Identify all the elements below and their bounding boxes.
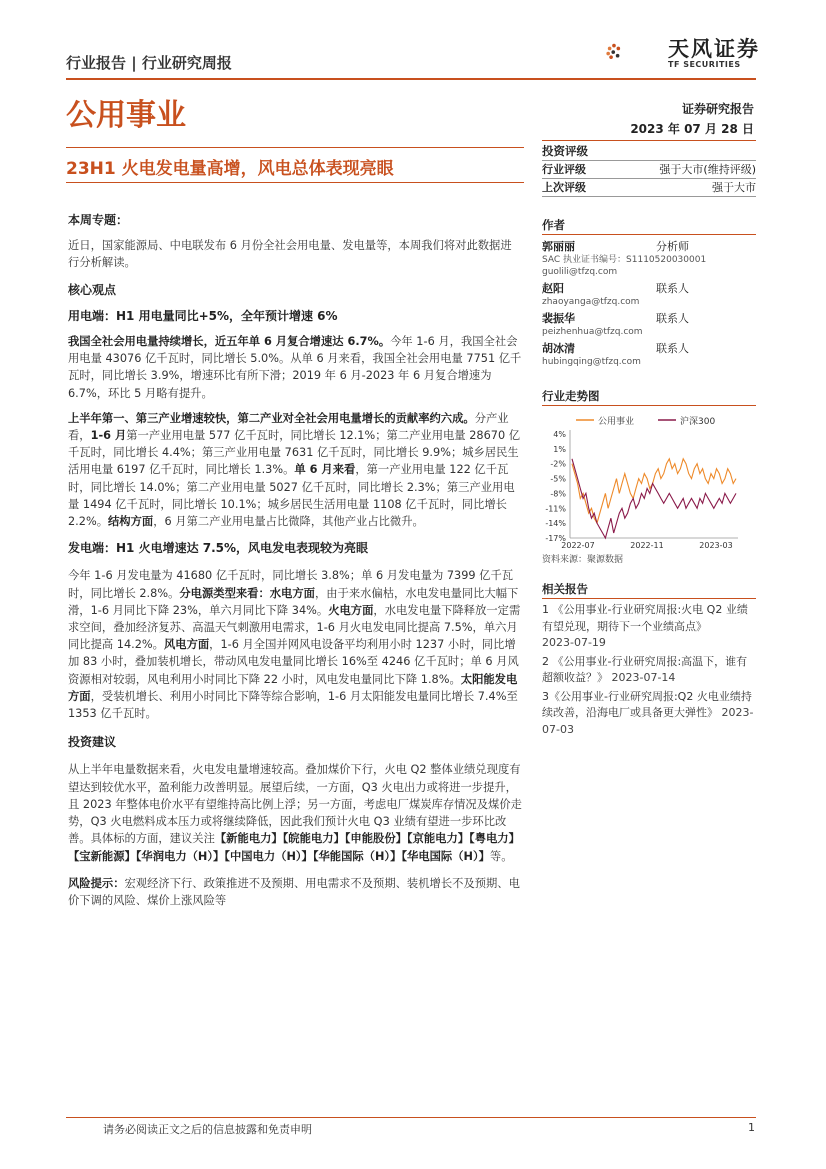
y-tick-label: 4% [553,430,566,439]
rating-heading: 投资评级 [542,144,588,158]
paragraph-risk [68,875,522,909]
trend-chart [542,410,756,550]
author-role: 联系人 [656,342,689,355]
author-name: 胡冰清 [542,342,575,355]
p3-f: 风电方面 [163,638,210,652]
p2-a: 分产业看， [68,411,509,443]
divider [542,196,756,197]
related-date: 2023-07-14 [611,671,676,684]
invest-heading: 投资建议 [68,735,117,750]
y-tick-label: -5% [550,474,566,484]
trend-heading: 行业走势图 [542,389,600,403]
author-email[interactable]: hubingqing@tfzq.com [542,357,641,367]
y-tick-label: -11% [545,504,566,514]
logo-english: TF SECURITIES [668,60,741,69]
y-tick-label: -8% [550,489,566,499]
use-heading: 用电端：H1 用电量同比+5%，全年预计增速 6% [68,308,338,323]
p3-a: 今年 1-6 月发电量为 41680 亿千瓦时，同比增长 3.8%；单 6 月发电量为 7399 亿千瓦时，同比增长 2.8%。 [68,569,514,600]
rating-row [542,161,756,178]
p2-c: 第一产业用电量 577 亿千瓦时，同比增长 12.1%；第二产业用电量 28670 亿千瓦时，同比增长 4.4%；第三产业用电量 7631 亿千瓦时，同比增长 9.9%；城乡居民生活用电量 6197 亿千瓦时，同比增长 1.3%。 [68,429,521,477]
author-heading: 作者 [542,218,565,232]
author-entry [542,341,756,368]
chart-source: 资料来源：聚源数据 [542,555,624,565]
paragraph-industries [68,410,522,530]
gen-heading: 发电端：H1 火电增速达 7.5%，风电发电表现较为亮眼 [68,541,369,556]
p3-e: ，水电发电量下降释放一定需求空间，叠加经济复苏、高温天气刺激用电需求，1-6 月火电发电同比提高 7.5%，单六月同比提高 14.2%。 [68,603,521,652]
p1-text: 今年 1-6 月，我国全社会用电量 43076 亿千瓦时，同比增长 5.0%。从单 6 月来看，我国全社会用电量 7751 亿千瓦时，同比增长 3.9%，增速环比有所下滑；2019 年 6 月-2023 年 6 月复合增速为 6.7%，环比 5 月略有提升。 [68,335,522,400]
report-date: 2023 年 07 月 28 日 [630,122,754,136]
paragraph-generation [68,567,522,722]
header-rule [66,78,756,80]
p4-stocks: 【新能电力】【皖能电力】【申能股份】【京能电力】【粤电力】【宝新能源】【华润电力（H）】【中国电力（H）】【华能国际（H）】【华电国际（H）】 [68,832,520,863]
x-tick-label: 2023-03 [699,541,733,550]
sidebar [542,140,756,738]
prev-rating-label: 上次评级 [542,181,586,194]
title-rule-bottom [66,182,524,183]
y-tick-label: -14% [545,519,566,529]
author-email[interactable]: zhaoyanga@tfzq.com [542,297,640,307]
report-title: 23H1 火电发电量高增，风电总体表现亮眼 [66,159,394,179]
p4-c: 等。 [489,849,513,863]
related-title[interactable]: 2 《公用事业-行业研究周报:高温下，谁有超额收益？》 [542,654,748,684]
rating-label: 行业评级 [542,163,586,176]
p3-h: 太阳能发电方面 [68,672,518,703]
topic-text: 近日，国家能源局、中电联发布 6 月份全社会用电量、发电量等，本周我们将对此数据进行分析解读。 [68,239,512,270]
legend-label: 沪深300 [680,417,716,427]
author-email[interactable]: guolili@tfzq.com [542,267,618,277]
prev-rating-value: 强于大市 [712,181,756,194]
sidebar-rule [542,405,756,406]
paragraph-invest [68,761,522,864]
related-heading: 相关报告 [542,582,588,596]
series-line-utility [572,459,736,523]
prev-rating-row [542,179,756,196]
x-tick-label: 2022-11 [630,541,664,550]
title-rule-top [66,147,524,148]
related-item[interactable] [542,602,756,652]
footer-rule [66,1117,756,1118]
x-tick-label: 2022-07 [561,541,595,550]
related-date: 2023-07-03 [542,706,754,736]
author-name: 赵阳 [542,282,564,295]
footer-disclaimer[interactable]: 请务必阅读正文之后的信息披露和免责申明 [103,1123,312,1136]
y-tick-label: 1% [553,444,566,454]
author-role: 联系人 [656,282,689,295]
author-email[interactable]: peizhenhua@tfzq.com [542,327,643,337]
related-date: 2023-07-19 [542,636,606,649]
page-number: 1 [748,1121,755,1134]
logo-name: 天风证券 [668,37,760,61]
p1-lead: 我国全社会用电量持续增长，近五年单 6 月复合增速达 6.7%。 [68,335,391,349]
author-name: 郭丽丽 [542,240,575,253]
p2-b: 1-6 月 [90,429,127,443]
core-heading: 核心观点 [68,282,117,297]
author-cert: SAC 执业证书编号：S1110520030001 [542,255,707,265]
sidebar-rule [542,140,756,141]
report-category: 行业报告 | 行业研究周报 [66,54,232,72]
p3-g: ，1-6 月全国并网风电设备平均利用小时 1237 小时，同比增加 83 小时，叠加装机增长，带动风电发电量同比增长 16%至 4246 亿千瓦时；单 6 月风资源相对较弱，风电利用小时同比下降 22 小时，风电发电量同比下降 1.8%。 [68,638,519,686]
related-item[interactable] [542,689,756,739]
sidebar-rule [542,598,756,599]
report-type: 证券研究报告 [681,102,754,116]
rating-value: 强于大市(维持评级) [659,163,756,176]
p3-i: ，受装机增长、利用小时同比下降等综合影响，1-6 月太阳能发电量同比增长 7.4%至 1353 亿千瓦时。 [68,689,518,721]
company-logo [606,26,664,76]
sector-title: 公用事业 [66,98,186,133]
p3-d: 火电方面 [328,603,374,617]
topic-heading: 本周专题： [68,213,129,227]
paragraph-usage [68,333,522,402]
risk-label: 风险提示： [68,876,125,890]
p2-d: 单 6 月来看 [294,463,356,477]
related-item[interactable] [542,654,756,687]
y-tick-label: -2% [550,459,566,469]
p2-f: 结构方面 [108,515,154,529]
p2-g: ，6 月第二产业用电量占比微降，其他产业占比微升。 [153,515,424,529]
series-line-hs300 [572,459,736,538]
sidebar-rule [542,234,756,235]
p2-lead: 上半年第一、第三产业增速较快，第二产业对全社会用电量增长的贡献率约六成。 [68,411,475,425]
p3-c: ，由于来水偏枯，水电发电量同比大幅下滑，1-6 月同比下降 23%，单六月同比下降 34%。 [68,586,519,617]
author-entry [542,311,756,338]
p3-b: 分电源类型来看：水电方面 [179,586,315,600]
y-tick-label: -17% [545,534,566,543]
legend-label: 公用事业 [598,417,635,427]
author-role: 分析师 [656,240,689,253]
related-title[interactable]: 3《公用事业-行业研究周报:Q2 火电业绩持续改善，沿海电厂或具备更大弹性》 [542,689,752,719]
risk-text: 宏观经济下行、政策推进不及预期、用电需求不及预期、装机增长不及预期、电价下调的风险、煤价上涨风险等 [68,876,520,907]
p2-e: ，第一产业用电量 122 亿千瓦时，同比增长 14.0%；第二产业用电量 5027 亿千瓦时，同比增长 2.3%；第三产业用电量 1494 亿千瓦时，同比增长 10.1%；城乡居民生活用电量 1108 亿千瓦时，同比增长 2.2%。 [68,463,515,529]
related-title[interactable]: 1 《公用事业-行业研究周报:火电 Q2 业绩有望兑现，期待下一个业绩高点》 [542,603,748,633]
author-entry [542,239,756,278]
author-entry [542,281,756,308]
author-role: 联系人 [656,312,689,325]
p4-a: 从上半年电量数据来看，火电发电量增速较高。叠加煤价下行，火电 Q2 整体业绩兑现度有望达到较优水平，盈利能力改善明显。展望后续，一方面，Q3 火电出力或将进一步提升，且 2023 年整体电价水平有望维持高比例上浮；另一方面，考虑电厂煤炭库存情况及煤价走势，Q3 火电燃料成本压力或将继续降低，因此我们预计火电 Q3 业绩有望进一步环比改善。具体标的方面，建议关注 [68,763,522,846]
author-name: 裴振华 [542,312,575,325]
main-body [68,212,522,909]
